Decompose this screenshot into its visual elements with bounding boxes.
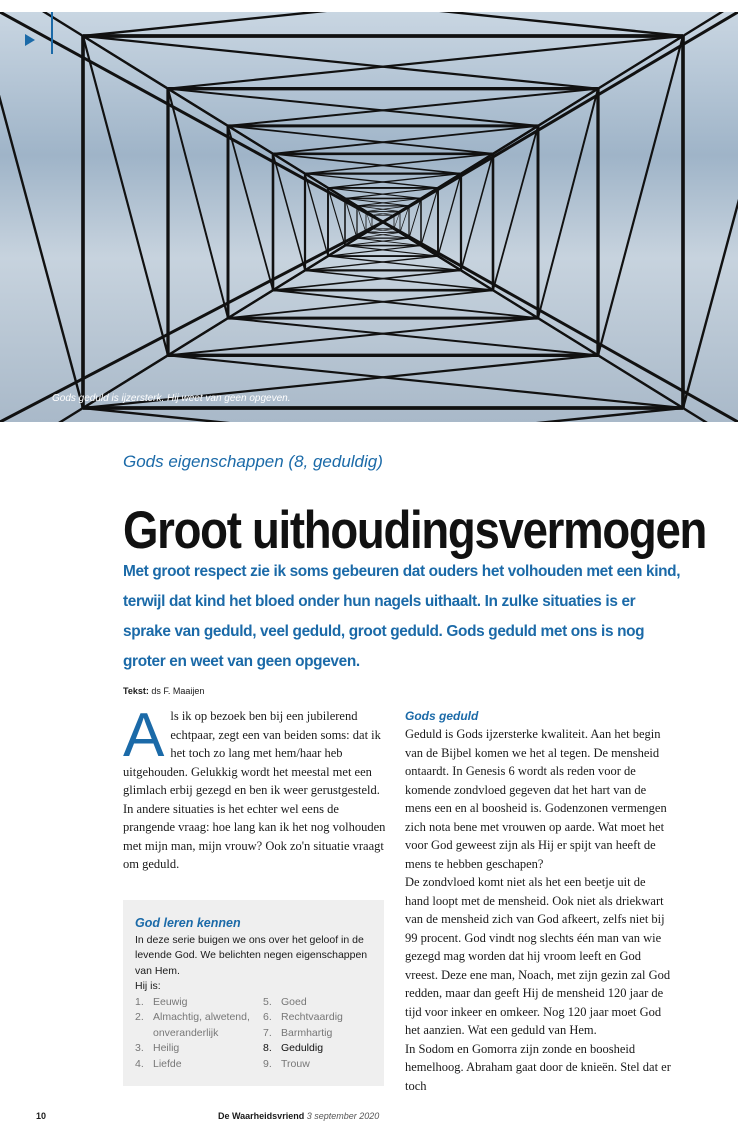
item-number: 3. [135, 1042, 144, 1054]
byline [123, 685, 683, 697]
body-paragraph: Geduld is Gods ijzersterke kwaliteit. Aan het begin van de Bijbel komen we het al tegen. De mensheid ontaardt. In Genesis 6 wordt als reden voor de komende zondvloed gegeven dat het hart van de mens een en al boosheid is. Godenzonen vermengen zich nota bene met vrouwen op aarde. Wat moet het voor God geweest zijn als Hij er spijt van heeft de mens te hebben geschapen? [405, 727, 667, 871]
item-label: Rechtvaardig [281, 1011, 343, 1023]
byline-label: Tekst: [123, 686, 149, 696]
pylon-beam [168, 89, 228, 318]
item-label: Geduldig [281, 1042, 324, 1054]
list-item [135, 1010, 263, 1041]
item-label: Eeuwig [153, 995, 188, 1008]
pylon-beam [683, 12, 738, 408]
body-paragraph: De zondvloed komt niet als het een beetje uit de hand loopt met de mensheid. Ook niet als driekwart van de mensheid zich van God afkeert, zelfs niet bij 99 procent. God vindt nog slechts één man van wie gezegd mag worden dat hij vroom leeft en God vreest. Deze ene man, Noach, met zijn gezin zal God redden, maar dan geeft Hij de mensheid 120 jaar de tijd voor inkeer en omkeer. Nog 120 jaar moet God het aanzien. Wat een geduld van Hem. [405, 875, 671, 1037]
pylon-beam [83, 408, 738, 422]
item-label: Liefde [153, 1057, 182, 1070]
body-paragraph: In Sodom en Gomorra zijn zonde en boosheid hemelhoog. Abraham gaat door de knieën. Stel dat er toch [405, 1041, 671, 1093]
list-item [135, 1057, 263, 1073]
list-item [263, 995, 373, 1011]
byline-author: ds F. Maaijen [151, 686, 205, 696]
pylon-illustration [0, 12, 738, 422]
photo-caption: Gods geduld is ijzersterk. Hij weet van geen opgeven. [52, 393, 291, 404]
item-number: 6. [263, 1011, 272, 1023]
list-item [263, 1057, 373, 1073]
pylon-beam [168, 318, 538, 355]
pylon-beam [83, 36, 598, 89]
item-number: 1. [135, 995, 144, 1008]
item-number: 2. [135, 1011, 144, 1023]
series-kicker: Gods eigenschappen (8, geduldig) [123, 452, 383, 471]
item-label: Goed [281, 995, 307, 1008]
pylon-beam [168, 36, 683, 89]
list-item [135, 995, 263, 1011]
accent-rule [51, 12, 53, 54]
lead-paragraph: Met groot respect zie ik soms gebeuren dat ouders het volhouden met een kind, terwijl dat kind het bloed onder hun nagels uithaalt. In zulke situaties is er sprake van geduld, veel geduld, groot geduld. Gods geduld met ons is nog groter en weet van geen opgeven. [123, 563, 681, 670]
item-number: 9. [263, 1057, 272, 1070]
info-box [123, 900, 384, 1087]
list-item-active [263, 1041, 373, 1057]
item-label: Trouw [281, 1057, 310, 1070]
pylon-beam [168, 89, 538, 126]
magazine-footer [218, 1111, 379, 1121]
item-label: Heilig [153, 1042, 180, 1054]
drop-cap: A [123, 701, 165, 770]
column-left [123, 701, 389, 1095]
box-text: In deze serie buigen we ons over het geloof in de levende God. We belichten negen eigenschappen van Hem. [135, 933, 368, 977]
item-label: Almachtig, alwetend, onveranderlijk [153, 1011, 250, 1039]
section-heading: Gods geduld [405, 709, 479, 723]
item-label: Barmhartig [281, 1026, 333, 1039]
pylon-beam [228, 318, 598, 355]
play-icon [25, 34, 35, 46]
issue-date: 3 september 2020 [306, 1111, 380, 1121]
article-title: Groot uithoudingsvermogen [123, 501, 707, 560]
list-item [263, 1026, 373, 1042]
list-item [135, 1041, 263, 1057]
magazine-name: De Waarheidsvriend [218, 1111, 305, 1121]
columns [123, 701, 683, 1095]
box-hij-is: Hij is: [135, 980, 161, 992]
page-footer [36, 1111, 683, 1125]
item-number: 8. [263, 1042, 272, 1054]
pylon-beam [228, 89, 598, 126]
intro-text: ls ik op bezoek ben bij een jubilerend echtpaar, zegt een van beiden soms: dat ik het toch zo lang met hem/haar heb uitgehouden. Gelukkig wordt het meestal met een glimlach erbij gezegd en ben ik weer gerustgesteld. In andere situaties is het echter wel eens de prangende vraag: hoe lang kan ik het nog volhouden met mijn man, mijn vrouw? Ook zo'n situatie vraagt om geduld. [123, 709, 386, 871]
pylon-beam [598, 36, 683, 355]
hero-photo-pylon [0, 12, 738, 422]
pylon-beam [0, 12, 683, 36]
pylon-beam [538, 89, 598, 318]
pylon-beam [83, 36, 168, 355]
article-body [36, 557, 683, 1125]
list-item [263, 1010, 373, 1026]
item-number: 5. [263, 995, 272, 1008]
attributes-list [135, 995, 372, 1073]
box-heading: God leren kennen [135, 915, 241, 930]
item-number: 4. [135, 1057, 144, 1070]
pylon-beam [0, 222, 383, 422]
column-right [405, 707, 671, 1095]
item-number: 7. [263, 1026, 272, 1039]
page-number: 10 [36, 1111, 47, 1121]
intro-paragraph [123, 701, 389, 874]
pylon-beam [0, 12, 83, 408]
